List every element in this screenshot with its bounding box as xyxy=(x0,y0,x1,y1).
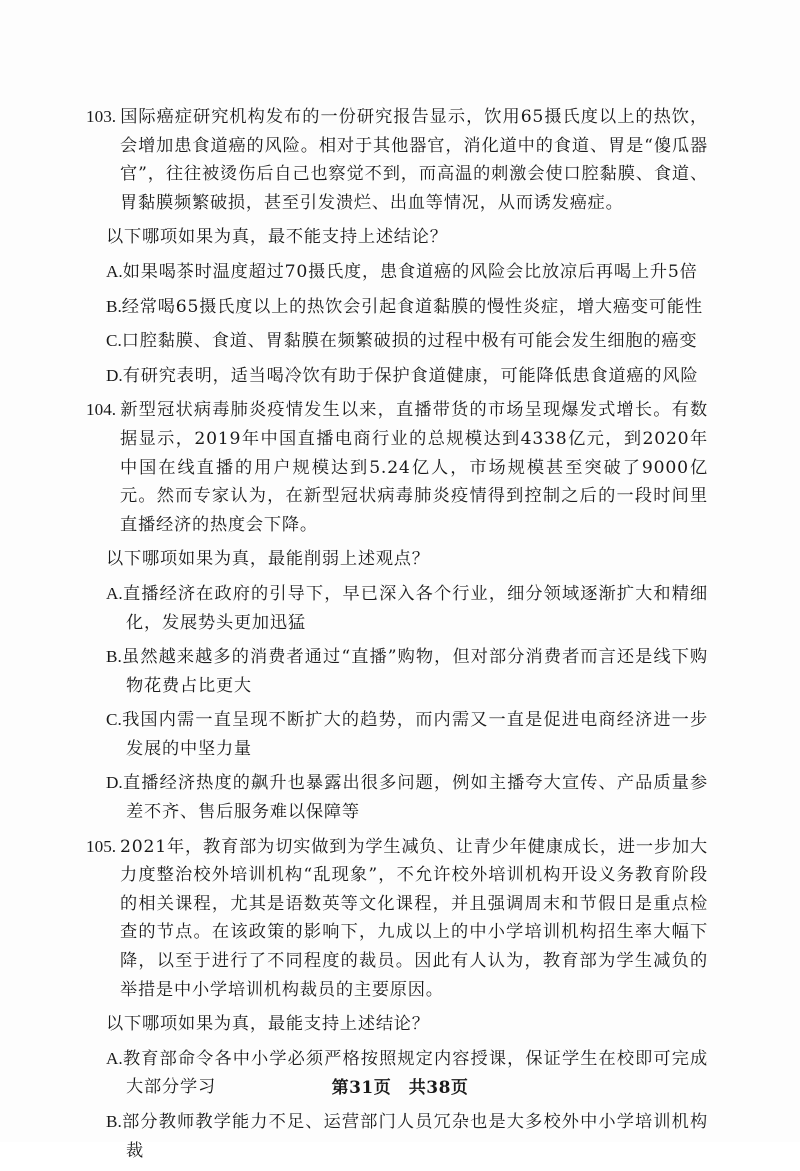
question-prompt: 以下哪项如果为真，最能支持上述结论？ xyxy=(106,1014,430,1035)
question-prompt: 以下哪项如果为真，最能削弱上述观点？ xyxy=(106,549,430,570)
option-text: 有研究表明，适当喝冷饮有助于保护食道健康，可能降低患食道癌的风险 xyxy=(122,365,699,386)
option-letter: B. xyxy=(106,647,122,667)
option-letter: B. xyxy=(106,296,122,316)
option-letter: A. xyxy=(106,583,123,603)
option-d xyxy=(86,769,708,826)
option-text: 如果喝茶时温度超过70摄氏度，患食道癌的风险会比放凉后再喝上升5倍 xyxy=(122,261,698,282)
question-stem-text: 2021年，教育部为切实做到为学生减负、让青少年健康成长，进一步加大力度整治校外培训机构“乱现象”，不允许校外培训机构开设义务教育阶段的相关课程，尤其是语数英等文化课程，并且强调周末和节假日是重点检查的节点。在该政策的影响下，九成以上的中小学培训机构招生率大幅下降，以至于进行了不同程度的裁员。因此有人认为，教育部为学生减负的举措是中小学培训机构裁员的主要原因。 xyxy=(120,836,708,1000)
question-stem xyxy=(86,396,708,539)
question-stem-text: 新型冠状病毒肺炎疫情发生以来，直播带货的市场呈现爆发式增长。有数据显示，2019年中国直播电商行业的总规模达到4338亿元，到2020年中国在线直播的用户规模达到5.24亿人，市场规模甚至突破了9000亿元。然而专家认为，在新型冠状病毒肺炎疫情得到控制之后的一段时间里直播经济的热度会下降。 xyxy=(120,400,708,535)
option-letter: B. xyxy=(106,1112,122,1131)
options-list xyxy=(86,580,708,827)
option-text: 直播经济热度的飙升也暴露出很多问题，例如主播夸大宣传、产品质量参差不齐、售后服务难以保障等 xyxy=(122,773,708,823)
option-letter: C. xyxy=(106,331,122,351)
option-c xyxy=(86,706,708,763)
option-d xyxy=(86,362,708,391)
option-text: 口腔黏膜、食道、胃黏膜在频繁破损的过程中极有可能会发生细胞的癌变 xyxy=(121,331,698,352)
option-text: 我国内需一直呈现不断扩大的趋势，而内需又一直是促进电商经济进一步发展的中坚力量 xyxy=(121,710,708,759)
options-list xyxy=(86,258,708,390)
option-letter: A. xyxy=(106,261,123,281)
option-letter: D. xyxy=(106,773,123,793)
question-105 xyxy=(86,833,708,1166)
question-prompt: 以下哪项如果为真，最不能支持上述结论？ xyxy=(106,227,448,248)
question-104 xyxy=(86,396,708,826)
option-letter: A. xyxy=(106,1048,123,1068)
question-number: 104. xyxy=(86,400,117,420)
option-letter: D. xyxy=(106,365,123,385)
option-b xyxy=(86,293,708,322)
question-stem-text: 国际癌症研究机构发布的一份研究报告显示，饮用65摄氏度以上的热饮，会增加患食道癌的风险。相对于其他器官，消化道中的食道、胃是“傻瓜器官”，往往被烫伤后自己也察觉不到，而高温的刺激会使口腔黏膜、食道、胃黏膜频繁破损，甚至引发溃烂、出血等情况，从而诱发癌症。 xyxy=(120,107,708,213)
options-list xyxy=(86,1045,708,1165)
question-stem xyxy=(86,103,708,217)
option-b xyxy=(86,643,708,700)
option-a xyxy=(86,258,708,287)
option-a xyxy=(86,580,708,637)
page-footer: 第31页 共38页 xyxy=(331,1078,469,1098)
question-number: 103. xyxy=(86,107,117,126)
option-text: 部分教师教学能力不足、运营部门人员冗杂也是大多校外中小学培训机构裁 xyxy=(121,1112,708,1161)
option-c xyxy=(86,327,708,356)
option-b xyxy=(86,1108,708,1165)
option-letter: C. xyxy=(106,710,122,730)
option-text: 直播经济在政府的引导下，早已深入各个行业，细分领域逐渐扩大和精细化，发展势头更加迅猛 xyxy=(122,583,708,633)
question-103 xyxy=(86,103,708,390)
question-number: 105. xyxy=(86,836,117,856)
option-text: 教育部命令各中小学必须严格按照规定内容授课，保证学生在校即可完成大部分学习 xyxy=(122,1048,708,1098)
option-text: 虽然越来越多的消费者通过“直播”购物，但对部分消费者而言还是线下购物花费占比更大 xyxy=(121,647,708,696)
question-stem xyxy=(86,833,708,1005)
option-text: 经常喝65摄氏度以上的热饮会引起食道黏膜的慢性炎症，增大癌变可能性 xyxy=(121,296,703,317)
questions-container xyxy=(86,103,708,1171)
